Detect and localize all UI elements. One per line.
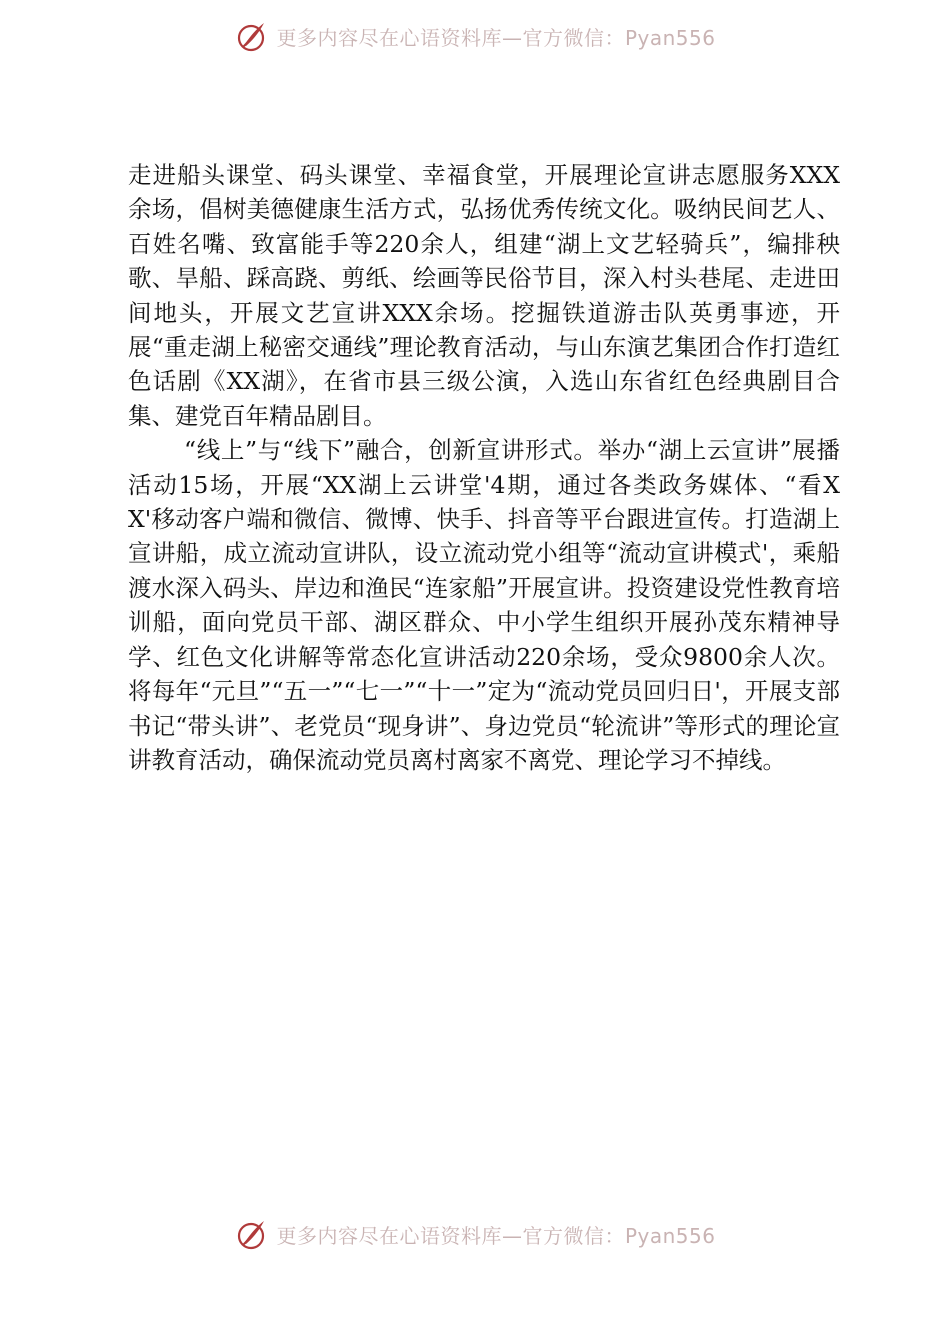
document-body	[128, 158, 840, 777]
watermark-text: 更多内容尽在心语资料库—官方微信：Pyan556	[276, 25, 716, 50]
header-watermark	[0, 16, 950, 56]
paragraph-1: 走进船头课堂、码头课堂、幸福食堂，开展理论宣讲志愿服务XXX 余场，倡树美德健康生活方式，弘扬优秀传统文化。吸纳民间艺人、百姓名嘴、致富能手等220余人，组建“湖上文艺轻骑兵”，编排秧歌、旱船、踩高跷、剪纸、绘画等民俗节目，深入村头巷尾、走进田间地头，开展文艺宣讲XXX余场。挖掘铁道游击队英勇事迹，开展“重走湖上秘密交通线”理论教育活动，与山东演艺集团合作打造红色话剧《XX湖》，在省市县三级公演，入选山东省红色经典剧目合集、建党百年精品剧目。	[128, 161, 840, 430]
quill-pen-circle-icon	[234, 1217, 268, 1251]
paragraph-2: “线上”与“线下”融合，创新宣讲形式。举办“湖上云宣讲”展播活动15场，开展“XX湖上云讲堂'4期，通过各类政务媒体、“看XX'移动客户端和微信、微博、快手、抖音等平台跟进宣传。打造湖上宣讲船，成立流动宣讲队，设立流动党小组等“流动宣讲模式'，乘船渡水深入码头、岸边和渔民“连家船”开展宣讲。投资建设党性教育培训船，面向党员干部、湖区群众、中小学生组织开展孙茂东精神导学、红色文化讲解等常态化宣讲活动220余场，受众9800余人次。将每年“元旦”“五一”“七一”“十一”定为“流动党员回归日'，开展支部书记“带头讲”、老党员“现身讲”、身边党员“轮流讲”等形式的理论宣讲教育活动，确保流动党员离村离家不离党、理论学习不掉线。	[128, 436, 840, 774]
watermark-text: 更多内容尽在心语资料库—官方微信：Pyan556	[276, 1223, 716, 1248]
footer-watermark	[0, 1214, 950, 1254]
quill-pen-circle-icon	[234, 19, 268, 53]
